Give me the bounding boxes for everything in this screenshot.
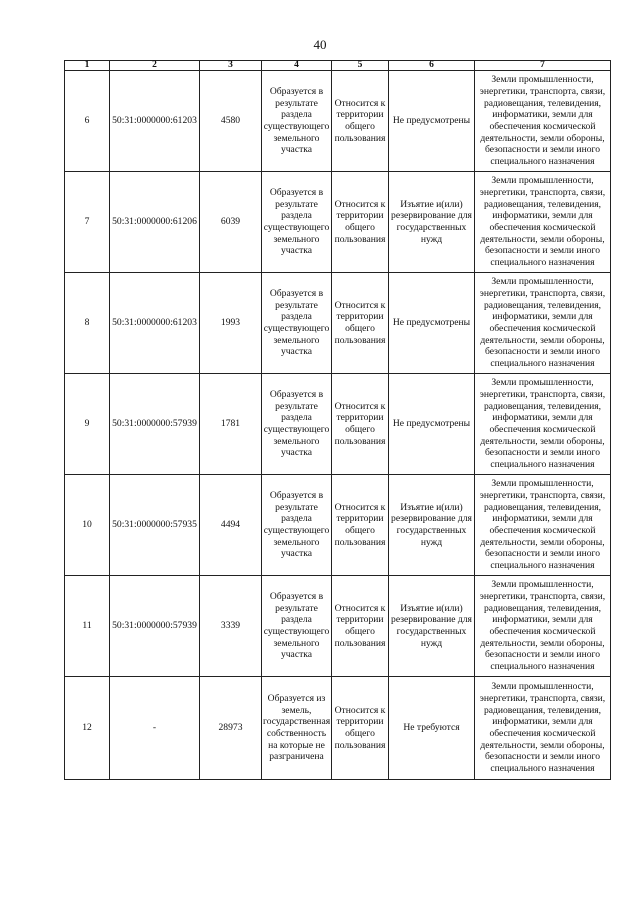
restriction-info: Не требуются: [389, 677, 475, 780]
row-number: 11: [65, 576, 110, 677]
cadastral-number: 50:31:0000000:57939: [110, 576, 200, 677]
header-col-1: 1: [65, 61, 110, 71]
use-type: Относится к территории общего пользования: [332, 475, 389, 576]
use-type: Относится к территории общего пользования: [332, 677, 389, 780]
row-number: 6: [65, 71, 110, 172]
header-col-3: 3: [200, 61, 262, 71]
area-value: 28973: [200, 677, 262, 780]
page-number: 40: [313, 37, 327, 52]
table-row: [65, 273, 611, 374]
header-col-5: 5: [332, 61, 389, 71]
use-type: Относится к территории общего пользования: [332, 576, 389, 677]
cadastral-number: 50:31:0000000:61206: [110, 172, 200, 273]
row-number: 12: [65, 677, 110, 780]
row-number: 7: [65, 172, 110, 273]
table-row: [65, 475, 611, 576]
restriction-info: Изъятие и(или) резервирование для государственных нужд: [389, 172, 475, 273]
area-value: 4494: [200, 475, 262, 576]
cadastral-number: 50:31:0000000:57935: [110, 475, 200, 576]
restriction-info: Не предусмотрены: [389, 273, 475, 374]
table-row: [65, 677, 611, 780]
use-type: Относится к территории общего пользования: [332, 71, 389, 172]
area-value: 1993: [200, 273, 262, 374]
table-row: [65, 374, 611, 475]
table-row: [65, 172, 611, 273]
table-row: [65, 71, 611, 172]
row-number: 8: [65, 273, 110, 374]
use-type: Относится к территории общего пользования: [332, 374, 389, 475]
header-col-2: 2: [110, 61, 200, 71]
origin-method: Образуется в результате раздела существующего земельного участка: [262, 71, 332, 172]
land-category: Земли промышленности, энергетики, транспорта, связи, радиовещания, телевидения, информатики, земли для обеспечения космической деятельности, земли обороны, безопасности и земли иного специального назначения: [475, 71, 611, 172]
land-plots-table: [64, 60, 611, 780]
row-number: 9: [65, 374, 110, 475]
land-category: Земли промышленности, энергетики, транспорта, связи, радиовещания, телевидения, информатики, земли для обеспечения космической деятельности, земли обороны, безопасности и земли иного специального назначения: [475, 576, 611, 677]
use-type: Относится к территории общего пользования: [332, 172, 389, 273]
area-value: 1781: [200, 374, 262, 475]
row-number: 10: [65, 475, 110, 576]
cadastral-number: -: [110, 677, 200, 780]
restriction-info: Не предусмотрены: [389, 71, 475, 172]
origin-method: Образуется в результате раздела существующего земельного участка: [262, 576, 332, 677]
use-type: Относится к территории общего пользования: [332, 273, 389, 374]
area-value: 6039: [200, 172, 262, 273]
header-col-4: 4: [262, 61, 332, 71]
origin-method: Образуется в результате раздела существующего земельного участка: [262, 273, 332, 374]
origin-method: Образуется в результате раздела существующего земельного участка: [262, 374, 332, 475]
land-category: Земли промышленности, энергетики, транспорта, связи, радиовещания, телевидения, информатики, земли для обеспечения космической деятельности, земли обороны, безопасности и земли иного специального назначения: [475, 273, 611, 374]
restriction-info: Не предусмотрены: [389, 374, 475, 475]
restriction-info: Изъятие и(или) резервирование для государственных нужд: [389, 475, 475, 576]
area-value: 4580: [200, 71, 262, 172]
land-category: Земли промышленности, энергетики, транспорта, связи, радиовещания, телевидения, информатики, земли для обеспечения космической деятельности, земли обороны, безопасности и земли иного специального назначения: [475, 172, 611, 273]
table-row: [65, 576, 611, 677]
restriction-info: Изъятие и(или) резервирование для государственных нужд: [389, 576, 475, 677]
cadastral-number: 50:31:0000000:61203: [110, 273, 200, 374]
land-category: Земли промышленности, энергетики, транспорта, связи, радиовещания, телевидения, информатики, земли для обеспечения космической деятельности, земли обороны, безопасности и земли иного специального назначения: [475, 677, 611, 780]
cadastral-number: 50:31:0000000:61203: [110, 71, 200, 172]
header-col-7: 7: [475, 61, 611, 71]
cadastral-number: 50:31:0000000:57939: [110, 374, 200, 475]
origin-method: Образуется в результате раздела существующего земельного участка: [262, 475, 332, 576]
origin-method: Образуется из земель, государственная собственность на которые не разграничена: [262, 677, 332, 780]
header-row: [65, 61, 611, 71]
origin-method: Образуется в результате раздела существующего земельного участка: [262, 172, 332, 273]
land-category: Земли промышленности, энергетики, транспорта, связи, радиовещания, телевидения, информатики, земли для обеспечения космической деятельности, земли обороны, безопасности и земли иного специального назначения: [475, 374, 611, 475]
header-col-6: 6: [389, 61, 475, 71]
land-category: Земли промышленности, энергетики, транспорта, связи, радиовещания, телевидения, информатики, земли для обеспечения космической деятельности, земли обороны, безопасности и земли иного специального назначения: [475, 475, 611, 576]
area-value: 3339: [200, 576, 262, 677]
